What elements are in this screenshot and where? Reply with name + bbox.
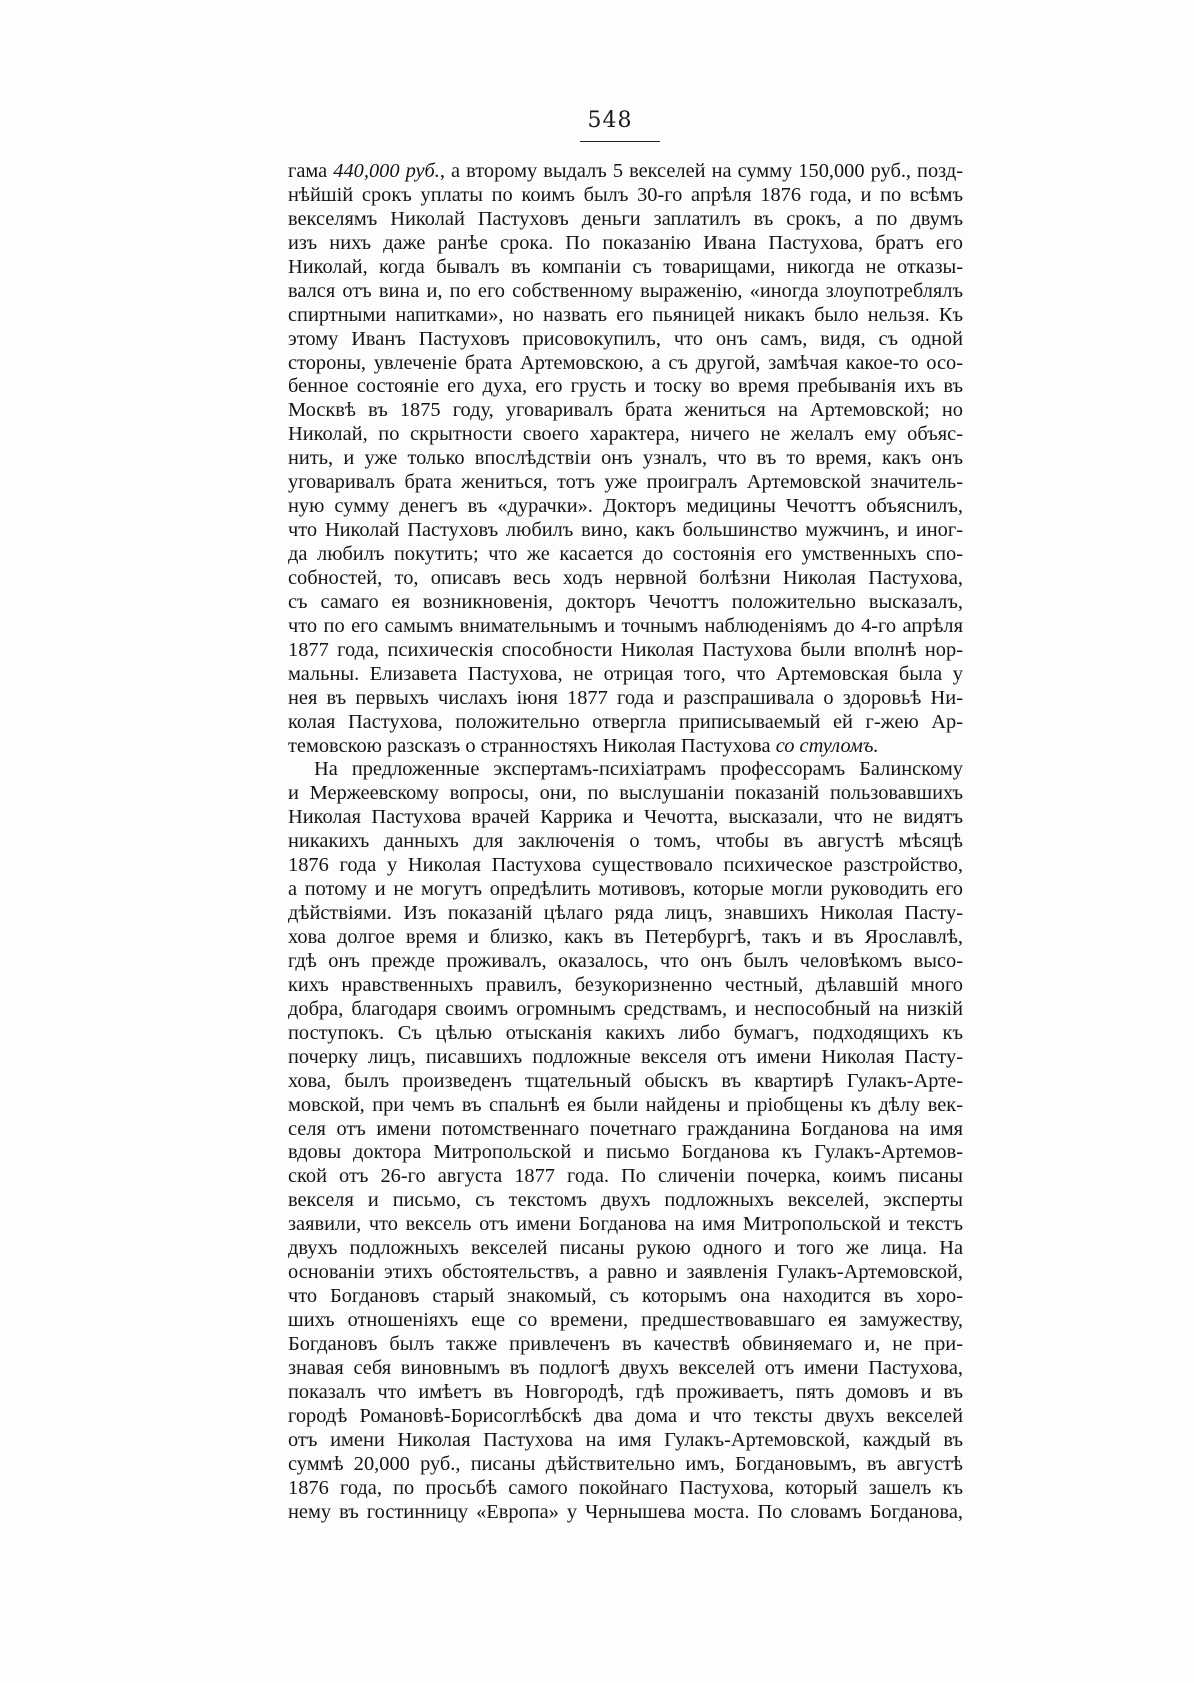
text-line <box>288 711 963 735</box>
text-run: колая Пастухова, положительно отвергла приписываемый ей г-жею Ар- <box>288 710 963 733</box>
text-run: вдовы доктора Митропольской и письмо Богданова къ Гулакъ-Артемов- <box>288 1141 963 1164</box>
text-run: собностей, то, описавъ весь ходъ нервной болѣзни Николая Пастухова, <box>288 566 963 589</box>
text-line <box>288 974 963 998</box>
page-number-rule <box>580 141 660 142</box>
text-line <box>288 304 963 328</box>
text-line <box>288 615 963 639</box>
text-line <box>288 543 963 567</box>
text-run: селя отъ имени потомственнаго почетнаго гражданина Богданова на имя <box>288 1117 963 1140</box>
text-run: вался отъ вина и, по его собственному выраженію, «иногда злоупотреблялъ <box>288 279 963 302</box>
text-line <box>288 639 963 663</box>
italic-text: 440,000 руб. <box>333 160 440 182</box>
text-line <box>288 1381 963 1405</box>
paragraph <box>288 758 963 1524</box>
text-run: да любилъ покутить; что же касается до состоянія его умственныхъ спо- <box>288 543 963 565</box>
text-line <box>288 256 963 280</box>
text-line <box>288 1477 963 1501</box>
text-run: заявили, что вексель отъ имени Богданова на имя Митропольской и текстъ <box>288 1213 963 1236</box>
text-run: Николая Пастухова врачей Каррика и Чечотта, высказали, что не видятъ <box>288 806 963 829</box>
text-run: и Мержеевскому вопросы, они, по выслушаніи показаній пользовавшихъ <box>288 782 963 805</box>
text-line <box>288 1429 963 1453</box>
text-run: нему въ гостинницу «Европа» у Чернышева моста. По словамъ Богданова, <box>288 1500 963 1523</box>
text-run: поступокъ. Съ цѣлью отысканія какихъ либо бумагъ, подходящихъ къ <box>288 1021 963 1044</box>
text-line <box>288 328 963 352</box>
text-line <box>288 1333 963 1357</box>
text-line <box>288 663 963 687</box>
paragraph <box>288 160 963 758</box>
italic-text: со стуломъ. <box>775 734 879 757</box>
text-run: этому Иванъ Пастуховъ присовокупилъ, что онъ самъ, видя, съ одной <box>288 327 963 350</box>
text-run: гдѣ онъ прежде проживалъ, оказалось, что онъ былъ человѣкомъ высо- <box>288 949 963 972</box>
text-line <box>288 1094 963 1118</box>
text-line <box>288 519 963 543</box>
text-run: добра, благодаря своимъ огромнымъ средствамъ, и неспособный на низкій <box>288 997 963 1020</box>
text-line <box>288 208 963 232</box>
text-run: Николай, когда бывалъ въ компаніи съ товарищами, никогда не отказы- <box>288 255 963 278</box>
text-run: дѣйствіями. Изъ показаній цѣлаго ряда лицъ, знавшихъ Николая Пасту- <box>288 902 963 925</box>
body-text <box>288 160 963 1524</box>
text-line <box>288 495 963 519</box>
text-run: нея въ первыхъ числахъ іюня 1877 года и разспрашивала о здоровьѣ Ни- <box>288 686 963 709</box>
text-run: векселя и письмо, съ текстомъ двухъ подложныхъ векселей, эксперты <box>288 1189 963 1212</box>
text-run: что Николай Пастуховъ любилъ вино, какъ большинство мужчинъ, и иног- <box>288 519 963 542</box>
text-run: бенное состояніе его духа, его грусть и тоску во время пребыванія ихъ въ <box>288 375 963 398</box>
text-line <box>288 232 963 256</box>
text-line <box>288 1237 963 1261</box>
text-line <box>288 1165 963 1189</box>
text-line <box>288 1501 963 1525</box>
text-line <box>288 1453 963 1477</box>
text-line <box>288 1070 963 1094</box>
text-line <box>288 998 963 1022</box>
text-line <box>288 758 963 782</box>
text-line <box>288 399 963 423</box>
text-line <box>288 687 963 711</box>
page-number: 548 <box>587 108 633 133</box>
text-run: городѣ Романовѣ-Борисоглѣбскѣ два дома и что тексты двухъ векселей <box>288 1404 963 1427</box>
text-line <box>288 1261 963 1285</box>
text-line <box>288 352 963 376</box>
text-line <box>288 806 963 830</box>
text-run: 1876 года у Николая Пастухова существовало психическое разстройство, <box>288 854 963 877</box>
text-run: гама <box>288 160 334 182</box>
text-run: основаніи этихъ обстоятельствъ, а равно и заявленія Гулакъ-Артемовской, <box>288 1261 963 1284</box>
text-run: 1876 года, по просьбѣ самого покойнаго Пастухова, который зашелъ къ <box>288 1476 963 1499</box>
text-run: отъ имени Николая Пастухова на имя Гулакъ-Артемовской, каждый въ <box>288 1428 963 1451</box>
text-run: суммѣ 20,000 руб., писаны дѣйствительно имъ, Богдановымъ, въ августѣ <box>288 1452 963 1475</box>
text-run: мовской, при чемъ въ спальнѣ ея были найдены и пріобщены къ дѣлу век- <box>288 1093 963 1116</box>
text-run: Москвѣ въ 1875 году, уговаривалъ брата жениться на Артемовской; но <box>288 399 963 422</box>
text-run: почерку лицъ, писавшихъ подложные векселя отъ имени Николая Пасту- <box>288 1045 963 1068</box>
text-run: съ самаго ея возникновенія, докторъ Чечоттъ положительно высказалъ, <box>288 590 963 613</box>
text-line <box>288 567 963 591</box>
text-line <box>288 1357 963 1381</box>
text-run: темовскою разсказъ о странностяхъ Николая Пастухова <box>288 734 776 757</box>
text-run: кихъ нравственныхъ правилъ, безукоризненно честный, дѣлавшій много <box>288 973 963 996</box>
text-line <box>288 926 963 950</box>
text-run: На предложенные экспертамъ-психіатрамъ профессорамъ Балинскому <box>314 758 963 781</box>
text-line <box>288 280 963 304</box>
text-run: а потому и не могутъ опредѣлить мотивовъ, которые могли руководить его <box>288 878 963 901</box>
text-line <box>288 854 963 878</box>
text-run: двухъ подложныхъ векселей писаны рукою одного и того же лица. На <box>288 1237 963 1260</box>
text-line <box>288 1118 963 1142</box>
text-line <box>288 1022 963 1046</box>
text-run: нить, и уже только впослѣдствіи онъ узналъ, что въ то время, какъ онъ <box>288 447 963 470</box>
text-line <box>288 160 963 184</box>
text-run: показалъ что имѣетъ въ Новгородѣ, гдѣ проживаетъ, пять домовъ и въ <box>288 1380 963 1403</box>
text-line <box>288 830 963 854</box>
text-line <box>288 902 963 926</box>
text-run: ную сумму денегъ въ «дурачки». Докторъ медицины Чечоттъ объяснилъ, <box>288 495 963 518</box>
text-line <box>288 878 963 902</box>
text-line <box>288 423 963 447</box>
text-run: , а второму выдалъ 5 векселей на сумму 150,000 руб., позд- <box>439 160 964 182</box>
text-line <box>288 735 963 759</box>
text-run: нѣйшій срокъ уплаты по коимъ былъ 30-го апрѣля 1876 года, и по всѣмъ <box>288 183 963 206</box>
text-run: шихъ отношеніяхъ еще со времени, предшествовавшаго ея замужеству, <box>288 1309 963 1331</box>
text-run: уговаривалъ брата жениться, тотъ уже проигралъ Артемовской значитель- <box>288 471 963 494</box>
text-run: хова долгое время и близко, какъ въ Петербургѣ, такъ и въ Ярославлѣ, <box>288 926 963 948</box>
text-line <box>288 1141 963 1165</box>
text-line <box>288 447 963 471</box>
text-line <box>288 782 963 806</box>
text-line <box>288 1405 963 1429</box>
text-run: ской отъ 26-го августа 1877 года. По сличеніи почерка, коимъ писаны <box>288 1165 963 1188</box>
text-line <box>288 471 963 495</box>
text-line <box>288 1189 963 1213</box>
text-run: изъ нихъ даже ранѣе срока. По показанію Ивана Пастухова, братъ его <box>288 231 963 254</box>
text-run: Богдановъ былъ также привлеченъ въ качествѣ обвиняемаго и, не при- <box>288 1332 963 1355</box>
text-run: 1877 года, психическія способности Николая Пастухова были вполнѣ нор- <box>288 638 963 661</box>
text-run: Николай, по скрытности своего характера, ничего не желалъ ему объяс- <box>288 423 963 446</box>
text-run: векселямъ Николай Пастуховъ деньги заплатилъ въ срокъ, а по двумъ <box>288 207 963 230</box>
text-line <box>288 1285 963 1309</box>
text-run: хова, былъ произведенъ тщательный обыскъ въ квартирѣ Гулакъ-Арте- <box>288 1069 963 1092</box>
text-line <box>288 950 963 974</box>
text-line <box>288 591 963 615</box>
text-line <box>288 375 963 399</box>
text-run: спиртными напитками», но назвать его пьяницей никакъ было нельзя. Къ <box>288 303 963 326</box>
text-run: знавая себя виновнымъ въ подлогѣ двухъ векселей отъ имени Пастухова, <box>288 1356 963 1379</box>
text-line <box>288 184 963 208</box>
text-run: мальны. Елизавета Пастухова, не отрицая того, что Артемовская была у <box>288 662 963 685</box>
text-run: что по его самымъ внимательнымъ и точнымъ наблюденіямъ до 4-го апрѣля <box>288 614 963 637</box>
text-run: что Богдановъ старый знакомый, съ которымъ она находится въ хоро- <box>288 1285 963 1308</box>
text-line <box>288 1046 963 1070</box>
text-run: никакихъ данныхъ для заключенія о томъ, чтобы въ августѣ мѣсяцѣ <box>288 830 963 853</box>
text-line <box>288 1309 963 1333</box>
text-run: стороны, увлеченіе брата Артемовскою, а съ другой, замѣчая какое-то осо- <box>288 351 963 374</box>
text-line <box>288 1213 963 1237</box>
